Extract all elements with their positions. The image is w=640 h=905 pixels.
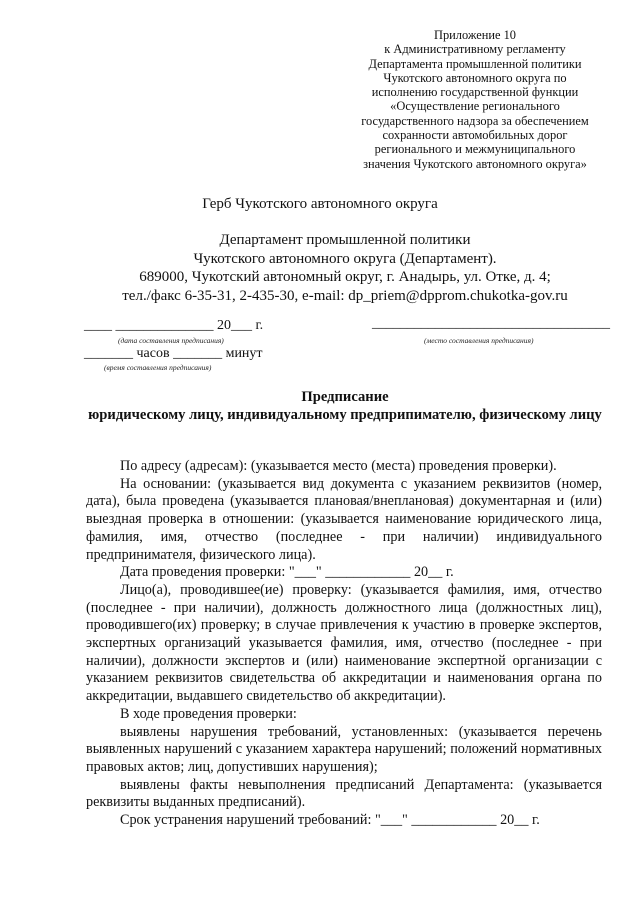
department-line: Чукотского автономного округа (Департамент). [193, 250, 497, 267]
appendix-line: Чукотского автономного округа по [383, 70, 567, 85]
department-line: тел./факс 6-35-31, 2-435-30, e-mail: dp_priem@dpprom.chukotka-gov.ru [122, 288, 568, 305]
department-line: Департамент промышленной политики [219, 232, 471, 248]
department-block [0, 231, 640, 306]
appendix-line: «Осуществление регионального [390, 99, 560, 114]
date-caption: (дата составления предписания) [118, 336, 224, 345]
department-line: 689000, Чукотский автономный округ, г. Анадырь, ул. Отке, д. 4; [139, 269, 551, 286]
title-line: Предписание [301, 389, 389, 405]
paragraph-inspection-date: Дата проведения проверки: "___" ____________ 20__ г. [120, 564, 454, 581]
place-caption: (место составления предписания) [424, 336, 534, 345]
appendix-line: к Административному регламенту [384, 42, 566, 57]
appendix-line: государственного надзора за обеспечением [361, 113, 589, 128]
appendix-line: регионального и межмуниципального [374, 142, 576, 157]
paragraph-during-inspection: В ходе проведения проверки: [120, 705, 297, 722]
document-title [86, 388, 604, 424]
document-body [86, 458, 602, 830]
appendix-line: сохранности автомобильных дорог [382, 128, 568, 143]
appendix-line: Приложение 10 [434, 28, 516, 42]
date-field: ____ ______________ 20___ г. [84, 318, 264, 333]
paragraph-violations: выявлены нарушения требований, установленных: (указывается перечень выявленных нарушений с указанием характера нарушений; положений нормативных правовых актов; лиц, допустивших нарушения); [86, 723, 602, 775]
appendix-line: Департамента промышленной политики [368, 56, 582, 71]
paragraph-basis: На основании: (указывается вид документа с указанием реквизитов (номер, дата), была проведена (указывается плановая/внеплановая) документарная и (или) выездная проверка в отношении: (указывается наименование юридического лица, фамилия, имя, отчество (последнее - при наличии) индивидуального предпринимателя, физического лица). [86, 475, 602, 563]
paragraph-inspectors: Лицо(а), проводившее(ие) проверку: (указывается фамилия, имя, отчество (последнее - при наличии), должность должностного лица (должностных лиц), проводившего(их) проверку; в случае привлечения к участию в проверке экспертов, экспертных организаций указывается фамилия, имя, отчество (последнее - при наличии), должности экспертов и (или) наименование экспертной организации с указанием реквизитов свидетельства об аккредитации и наименования органа по аккредитации, выдавшего свидетельство об аккредитации). [86, 581, 602, 705]
appendix-line: исполнению государственной функции [371, 85, 579, 100]
paragraph-non-fulfillment: выявлены факты невыполнения предписаний Департамента: (указывается реквизиты выданных предписаний). [86, 776, 602, 811]
appendix-header [340, 28, 610, 171]
coat-of-arms-label: Герб Чукотского автономного округа [202, 196, 438, 212]
appendix-line: значения Чукотского автономного округа» [363, 156, 587, 171]
time-field: _______ часов _______ минут [84, 346, 263, 361]
place-field: __________________________________ [372, 316, 610, 331]
title-line: юридическому лицу, индивидуальному предприпимателю, физическому лицу [88, 407, 602, 423]
time-caption: (время составления предписания) [104, 363, 212, 372]
paragraph-deadline: Срок устранения нарушений требований: "___" ____________ 20__ г. [120, 812, 540, 829]
paragraph-address: По адресу (адресам): (указывается место (места) проведения проверки). [120, 458, 557, 474]
